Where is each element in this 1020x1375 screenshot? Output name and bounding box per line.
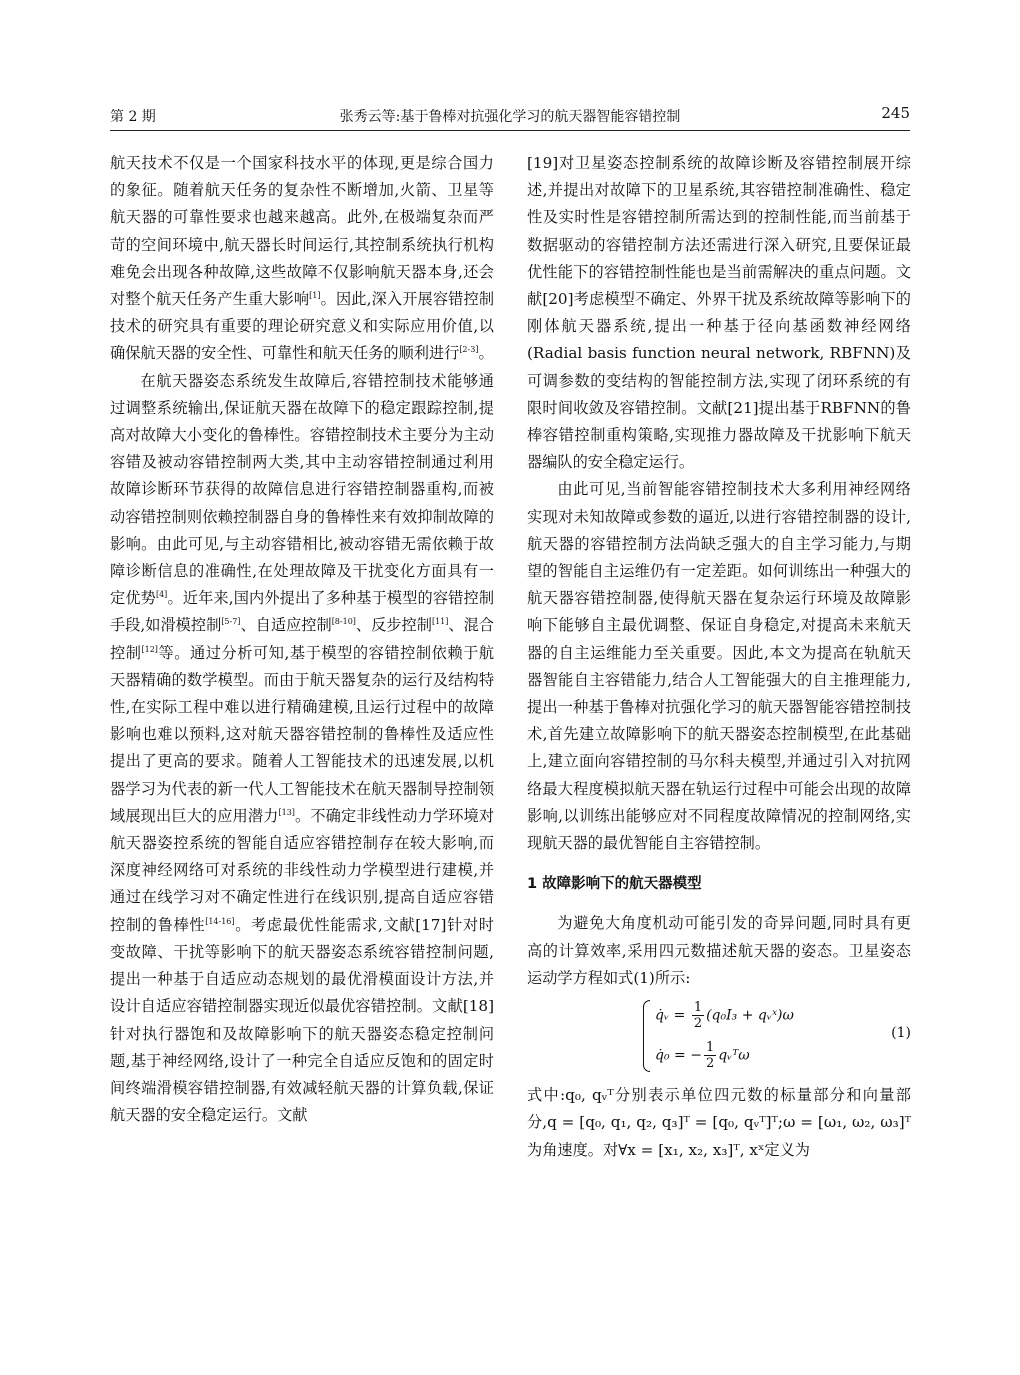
- equation-brace: [643, 1000, 650, 1072]
- equation-line-1: q̇ᵥ = $\frac{1}{2}$ (q₀I₃ + qᵥˣ)ω: [655, 1000, 794, 1032]
- running-header: [110, 104, 910, 131]
- equation-number: (1): [891, 1025, 911, 1042]
- paragraph-fault-tolerant: 在航天器姿态系统发生故障后,容错控制技术能够通过调整系统输出,保证航天器在故障下的稳定跟踪控制,提高对故障大小变化的鲁棒性。容错控制技术主要分为主动容错及被动容错控制两大类,其中主动容错控制通过利用故障诊断环节获得的故障信息进行容错控制器重构,而被动容错控制则依赖控制器自身的鲁棒性来有效抑制故障的影响。由此可见,与主动容错相比,被动容错无需依赖于故障诊断信息的准确性,在处理故障及干扰变化方面具有一定优势[4]。近年来,国内外提出了多种基于模型的容错控制手段,如滑模控制[5-7]、自适应控制[8-10]、反步控制[11]、混合控制[12]等。通过分析可知,基于模型的容错控制依赖于航天器精确的数学模型。而由于航天器复杂的运行及结构特性,在实际工程中难以进行精确建模,且运行过程中的故障影响也难以预料,这对航天器容错控制的鲁棒性及适应性提出了更高的要求。随着人工智能技术的迅速发展,以机器学习为代表的新一代人工智能技术在航天器制导控制领域展现出巨大的应用潜力[13]。不确定非线性动力学环境对航天器姿控系统的智能自适应容错控制存在较大影响,而深度神经网络可对系统的非线性动力学模型进行建模,并通过在线学习对不确定性进行在线识别,提高自适应容错控制的鲁棒性[14-16]。考虑最优性能需求,文献[17]针对时变故障、干扰等影响下的航天器姿态系统容错控制问题,提出一种基于自适应动态规划的最优滑模面设计方法,并设计自适应容错控制器实现近似最优容错控制。文献[18]针对执行器饱和及故障影响下的航天器姿态稳定控制问题,基于神经网络,设计了一种完全自适应反饱和的固定时间终端滑模容错控制器,有效减轻航天器的计算负载,保证航天器的安全稳定运行。文献: [110, 371, 495, 1125]
- left-column: [110, 150, 494, 1129]
- fraction: $\frac{1}{2}$: [693, 1000, 703, 1032]
- paragraph-quaternion: 为避免大角度机动可能引发的奇异问题,同时具有更高的计算效率,采用四元数描述航天器的姿态。卫星姿态运动学方程如式(1)所示:: [527, 914, 911, 987]
- page-number: 245: [881, 104, 910, 122]
- citation: [11]: [431, 617, 449, 627]
- running-title: 张秀云等:基于鲁棒对抗强化学习的航天器智能容错控制: [339, 109, 681, 125]
- equation-line-2: q̇₀ = − $\frac{1}{2}$ qᵥᵀω: [655, 1040, 750, 1072]
- citation: [12]: [141, 644, 158, 654]
- fraction: $\frac{1}{2}$: [705, 1040, 715, 1072]
- citation: [2-3]: [459, 345, 479, 355]
- citation: [5-7]: [221, 617, 241, 627]
- paragraph-motivation: 由此可见,当前智能容错控制技术大多利用神经网络实现对未知故障或参数的逼近,以进行容错控制器的设计,航天器的容错控制方法尚缺乏强大的自主学习能力,与期望的智能自主运维仍有一定差距。如何训练出一种强大的航天器容错控制器,使得航天器在复杂运行环境及故障影响下能够自主最优调整、保证自身稳定,对提高未来航天器的自主运维能力至关重要。因此,本文为提高在轨航天器智能自主容错能力,结合人工智能强大的自主推理能力,提出一种基于鲁棒对抗强化学习的航天器智能容错控制技术,首先建立故障影响下的航天器姿态控制模型,在此基础上,建立面向容错控制的马尔科夫模型,并通过引入对抗网络最大程度模拟航天器在轨运行过程中可能会出现的故障影响,以训练出能够应对不同程度故障情况的控制网络,实现航天器的最优智能自主容错控制。: [527, 480, 911, 853]
- paragraph-literature: [19]对卫星姿态控制系统的故障诊断及容错控制展开综述,并提出对故障下的卫星系统,其容错控制准确性、稳定性及实时性是容错控制所需达到的控制性能,而当前基于数据驱动的容错控制方法还需进行深入研究,且要保证最优性能下的容错控制性能也是当前需解决的重点问题。文献[20]考虑模型不确定、外界干扰及系统故障等影响下的刚体航天器系统,提出一种基于径向基函数神经网络(Radial basis function neural network, RBFNN)及可调参数的变结构的智能控制方法,实现了闭环系统的有限时间收敛及容错控制。文献[21]提出基于RBFNN的鲁棒容错控制重构策略,实现推力器故障及干扰影响下航天器编队的安全稳定运行。: [527, 154, 911, 472]
- paragraph-definitions: 式中:q₀, qᵥᵀ分别表示单位四元数的标量部分和向量部分,q = [q₀, q₁, q₂, q₃]ᵀ = [q₀, qᵥᵀ]ᵀ;ω = [ω₁, ω₂, ω₃]ᵀ为角速度。对∀x = [x₁, x₂, x₃]ᵀ, xˣ定义为: [527, 1086, 911, 1159]
- equation-1: [527, 996, 911, 1078]
- citation: [14-16]: [205, 916, 235, 926]
- paragraph-intro: 航天技术不仅是一个国家科技水平的体现,更是综合国力的象征。随着航天任务的复杂性不断增加,火箭、卫星等航天器的可靠性要求也越来越高。此外,在极端复杂而严苛的空间环境中,航天器长时间运行,其控制系统执行机构难免会出现各种故障,这些故障不仅影响航天器本身,还会对整个航天任务产生重大影响[1]。因此,深入开展容错控制技术的研究具有重要的理论研究意义和实际应用价值,以确保航天器的安全性、可靠性和航天任务的顺利进行[2-3]。: [110, 154, 495, 363]
- citation: [1]: [309, 291, 321, 301]
- issue-number: 第 2 期: [110, 109, 156, 125]
- section-heading: 1 故障影响下的航天器模型: [527, 876, 702, 893]
- citation: [8-10]: [331, 617, 356, 627]
- right-column: [527, 150, 911, 1164]
- citation: [4]: [155, 590, 168, 600]
- citation: [13]: [278, 807, 295, 817]
